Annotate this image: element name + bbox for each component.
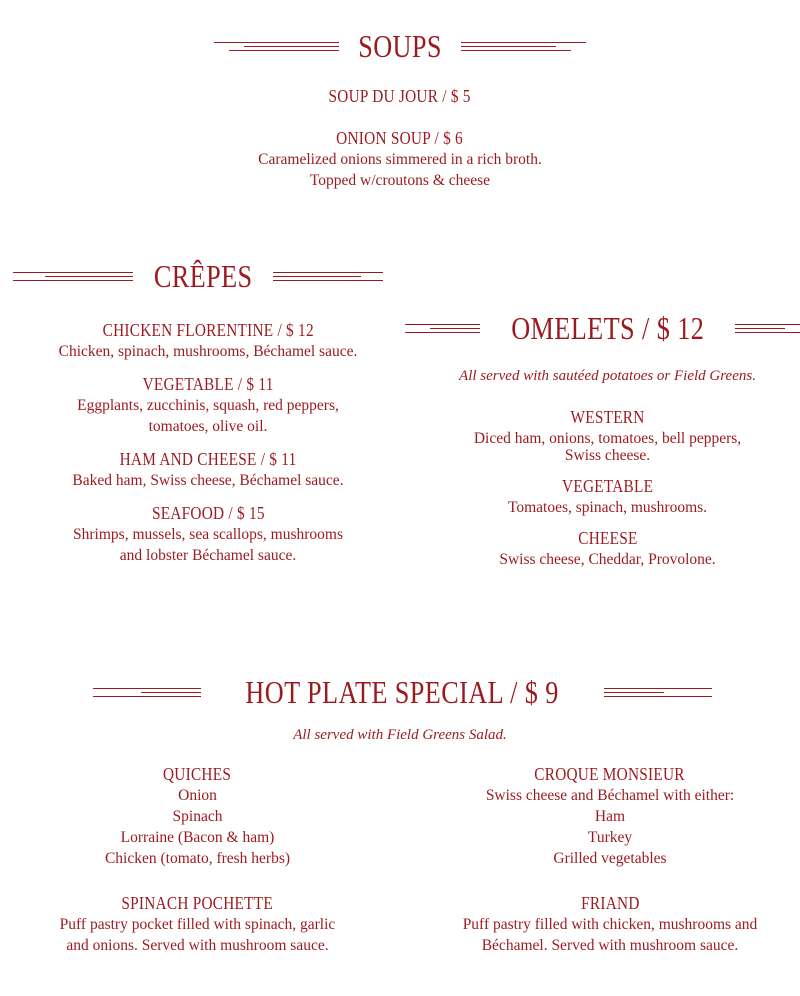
- heading-rule-left: [214, 42, 339, 51]
- heading-rule-left: [93, 688, 201, 697]
- hotplate-note: All served with Field Greens Salad.: [293, 727, 507, 743]
- omelets-heading: [425, 306, 787, 350]
- heading-rule-right: [461, 42, 586, 51]
- friand-line: Puff pastry filled with chicken, mushrooms and: [462, 916, 758, 933]
- friand-item: [410, 893, 800, 956]
- quiches-line: Onion: [178, 787, 217, 804]
- omelet-name: WESTERN: [570, 407, 645, 427]
- onion-soup-desc-2: Topped w/croutons & cheese: [309, 172, 491, 189]
- omelet-item: [415, 476, 800, 518]
- soup-du-jour: SOUP DU JOUR / $ 5: [328, 86, 472, 106]
- hotplate-heading: [130, 670, 675, 714]
- omelets-title: OMELETS / $ 12: [510, 309, 705, 346]
- heading-rule-left: [405, 324, 480, 333]
- pochette-line: Puff pastry pocket filled with spinach, garlic: [59, 916, 336, 933]
- croque-item: [410, 764, 800, 869]
- crepe-desc: and lobster Béchamel sauce.: [119, 547, 297, 564]
- quiches-item: [0, 764, 395, 869]
- friand-name: FRIAND: [580, 893, 640, 913]
- crepe-name: CHICKEN FLORENTINE / $ 12: [102, 320, 314, 340]
- quiches-line: Spinach: [172, 808, 223, 825]
- crepe-desc: Shrimps, mussels, sea scallops, mushrooms: [73, 526, 343, 543]
- heading-rule-right: [735, 324, 800, 333]
- crepe-desc: Baked ham, Swiss cheese, Béchamel sauce.: [72, 472, 344, 489]
- crepes-heading: [18, 254, 378, 298]
- crepe-item: [18, 503, 398, 566]
- crepe-name: VEGETABLE / $ 11: [142, 374, 274, 394]
- quiches-line: Chicken (tomato, fresh herbs): [104, 850, 291, 867]
- croque-line: Grilled vegetables: [553, 850, 667, 867]
- crepe-item: [18, 320, 398, 362]
- omelet-desc: Swiss cheese, Cheddar, Provolone.: [499, 551, 716, 568]
- croque-line: Swiss cheese and Béchamel with either:: [485, 787, 735, 804]
- heading-rule-right: [273, 272, 383, 281]
- quiches-name: QUICHES: [163, 764, 232, 784]
- crepes-list: [18, 320, 398, 566]
- crepe-name: HAM AND CHEESE / $ 11: [119, 449, 297, 469]
- crepes-title: CRÊPES: [153, 257, 253, 294]
- omelet-item: [415, 528, 800, 570]
- croque-line: Turkey: [587, 829, 633, 846]
- pochette-item: [0, 893, 395, 956]
- quiches-line: Lorraine (Bacon & ham): [120, 829, 275, 846]
- crepe-desc: Eggplants, zucchinis, squash, red peppers,: [77, 397, 339, 414]
- soups-title: SOUPS: [358, 27, 442, 64]
- omelet-desc: Swiss cheese.: [564, 447, 651, 464]
- pochette-name: SPINACH POCHETTE: [121, 893, 274, 913]
- crepe-desc: tomatoes, olive oil.: [148, 418, 268, 435]
- omelets-list: [415, 368, 800, 570]
- crepe-name: SEAFOOD / $ 15: [151, 503, 265, 523]
- omelet-name: CHEESE: [577, 528, 638, 548]
- onion-soup-desc-1: Caramelized onions simmered in a rich broth.: [258, 151, 542, 168]
- crepe-desc: Chicken, spinach, mushrooms, Béchamel sauce.: [58, 343, 358, 360]
- heading-rule-right: [604, 688, 712, 697]
- crepe-item: [18, 374, 398, 437]
- soups-heading: [220, 26, 580, 66]
- omelets-note: All served with sautéed potatoes or Field Greens.: [459, 368, 756, 384]
- omelet-desc: Diced ham, onions, tomatoes, bell peppers,: [473, 430, 742, 447]
- omelet-item: [415, 407, 800, 466]
- heading-rule-left: [13, 272, 133, 281]
- omelet-desc: Tomatoes, spinach, mushrooms.: [507, 499, 708, 516]
- omelet-name: VEGETABLE: [561, 476, 654, 496]
- hotplate-title: HOT PLATE SPECIAL / $ 9: [245, 673, 560, 710]
- croque-name: CROQUE MONSIEUR: [534, 764, 686, 784]
- onion-soup-name: ONION SOUP / $ 6: [336, 128, 464, 148]
- crepe-item: [18, 449, 398, 491]
- pochette-line: and onions. Served with mushroom sauce.: [66, 937, 329, 954]
- friand-line: Béchamel. Served with mushroom sauce.: [481, 937, 739, 954]
- croque-line: Ham: [594, 808, 626, 825]
